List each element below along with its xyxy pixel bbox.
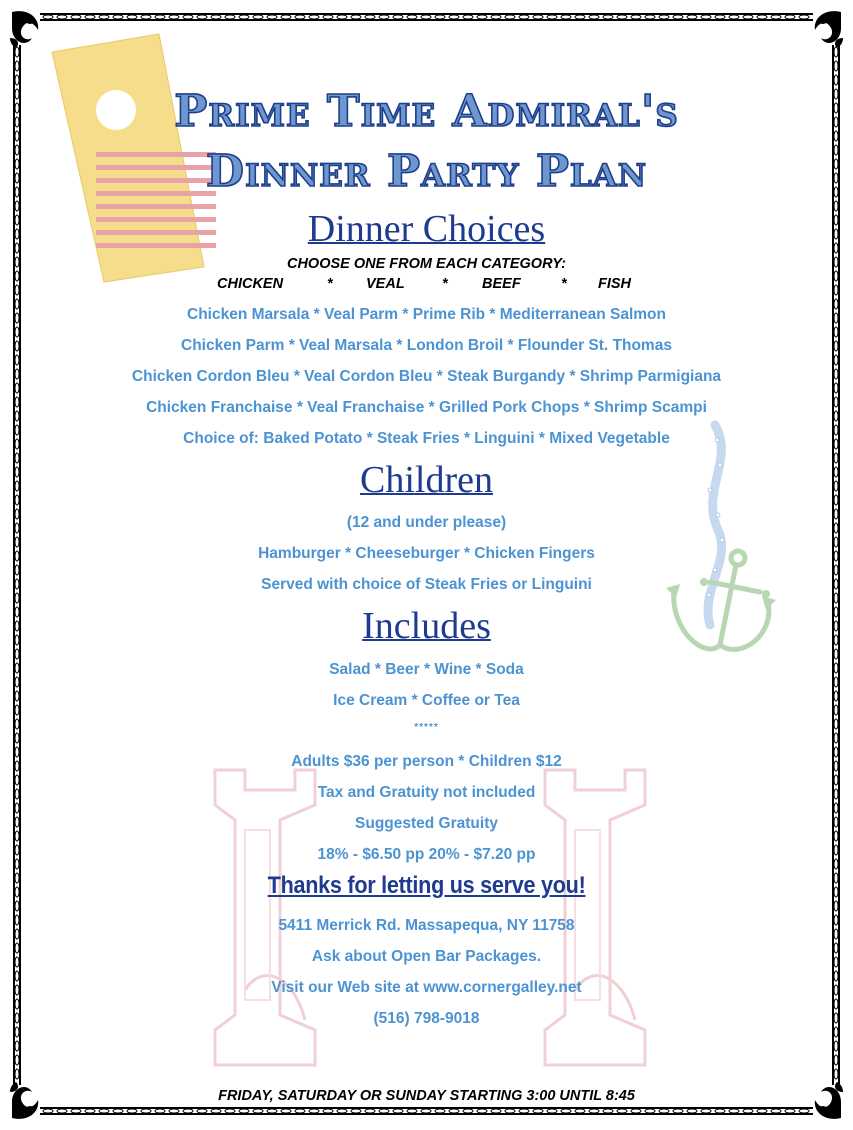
border-link [99,1109,109,1113]
category-row [0,276,853,296]
category-chicken: CHICKEN [217,276,284,292]
border-link [659,1109,669,1113]
border-link [281,1109,291,1113]
border-link [743,15,753,19]
border-link [71,1109,81,1113]
border-link [715,15,725,19]
border-link [15,1069,19,1079]
border-link [295,15,305,19]
border-link [435,1109,445,1113]
border-link [197,15,207,19]
thanks-message: Thanks for letting us serve you! [267,872,586,899]
category-separator: * [327,276,333,292]
border-link [547,1109,557,1113]
border-link [785,15,795,19]
border-link [127,15,137,19]
side-choice-row: Choice of: Baked Potato * Steak Fries * Linguini * Mixed Vegetable [183,430,670,447]
border-link [834,1055,838,1065]
border-link [834,733,838,743]
border-link [449,1109,459,1113]
page-title-line2: Dinner Party Plan [205,146,648,197]
border-link [323,15,333,19]
border-link [239,1109,249,1113]
border-link [701,15,711,19]
border-link [85,15,95,19]
border-link [645,1109,655,1113]
border-link [15,1055,19,1065]
border-link [617,1109,627,1113]
border-link [113,1109,123,1113]
border-link [407,1109,417,1113]
border-link [393,15,403,19]
border-link [463,1109,473,1113]
border-link [533,15,543,19]
border-link [834,355,838,365]
border-link [505,15,515,19]
border-link [834,565,838,575]
border-link [834,61,838,71]
border-link [15,355,19,365]
border-link [421,1109,431,1113]
border-link [337,1109,347,1113]
border-link [575,1109,585,1113]
border-link [15,61,19,71]
border-link [771,1109,781,1113]
border-link [421,15,431,19]
border-link [519,15,529,19]
border-link [617,15,627,19]
border-link [211,15,221,19]
page-title-line1: Prime Time Admiral's [174,86,679,137]
border-link [141,15,151,19]
border-link [57,15,67,19]
border-link [547,15,557,19]
border-link [834,1069,838,1079]
border-link [323,1109,333,1113]
includes-line: Ice Cream * Coffee or Tea [333,692,520,709]
dinner-row: Chicken Parm * Veal Marsala * London Broil * Flounder St. Thomas [181,337,672,354]
children-line: (12 and under please) [346,514,507,531]
dinner-row: Chicken Franchaise * Veal Franchaise * Grilled Pork Chops * Shrimp Scampi [146,399,707,416]
phone-number: (516) 798-9018 [373,1010,480,1027]
border-link [225,1109,235,1113]
border-link [99,15,109,19]
footer-hours: FRIDAY, SATURDAY OR SUNDAY STARTING 3:00 UNTIL 8:45 [218,1088,635,1104]
border-link [771,15,781,19]
border-link [561,1109,571,1113]
border-link [834,649,838,659]
pricing-line: Tax and Gratuity not included [317,784,536,801]
border-link [351,1109,361,1113]
border-link [183,15,193,19]
border-link [687,1109,697,1113]
border-link [715,1109,725,1113]
border-link [785,1109,795,1113]
border-link [435,15,445,19]
border-link [267,1109,277,1113]
border-link [449,15,459,19]
border-link [169,1109,179,1113]
border-link [225,15,235,19]
children-line: Served with choice of Steak Fries or Linguini [261,576,592,593]
address: 5411 Merrick Rd. Massapequa, NY 11758 [278,917,575,934]
border-link [365,1109,375,1113]
border-link [575,15,585,19]
border-link [127,1109,137,1113]
category-fish: FISH [598,276,632,292]
border-link [589,1109,599,1113]
border-link [673,15,683,19]
border-link [477,1109,487,1113]
border-link [659,15,669,19]
border-link [197,1109,207,1113]
children-line: Hamburger * Cheeseburger * Chicken Fingers [258,545,595,562]
border-link [169,15,179,19]
border-link [477,15,487,19]
border-link [71,15,81,19]
category-instruction: CHOOSE ONE FROM EACH CATEGORY: [286,256,566,272]
border-link [491,15,501,19]
open-bar-note: Ask about Open Bar Packages. [311,948,542,965]
border-link [15,733,19,743]
border-link [834,901,838,911]
children-heading: Children [360,459,493,501]
border-link [603,15,613,19]
border-link [631,15,641,19]
border-link [834,803,838,813]
border-link [561,15,571,19]
category-separator: * [442,276,448,292]
pricing-line: Suggested Gratuity [355,815,498,832]
border-link [267,15,277,19]
border-link [309,1109,319,1113]
border-link [211,1109,221,1113]
border-link [365,15,375,19]
border-link [337,15,347,19]
category-separator: * [561,276,567,292]
corner-flourish-icon [803,8,845,50]
border-link [253,15,263,19]
border-link [113,15,123,19]
border-link [15,901,19,911]
border-link [645,15,655,19]
border-link [155,1109,165,1113]
border-link [834,1041,838,1051]
border-link [673,1109,683,1113]
border-link [281,15,291,19]
border-link [491,1109,501,1113]
border-link [589,15,599,19]
border-link [407,15,417,19]
border-link [463,15,473,19]
gratuity-line: 18% - $6.50 pp 20% - $7.20 pp [317,846,536,863]
border-link [15,803,19,813]
border-link [505,1109,515,1113]
border-link [834,999,838,1009]
border-link [295,1109,305,1113]
border-link [757,1109,767,1113]
border-link [743,1109,753,1113]
category-beef: BEEF [482,276,521,292]
pricing-line: Adults $36 per person * Children $12 [291,753,562,770]
border-link [57,1109,67,1113]
border-link [15,1041,19,1051]
border-link [379,15,389,19]
border-link [687,15,697,19]
border-link [183,1109,193,1113]
border-link [351,15,361,19]
border-link [141,1109,151,1113]
border-link [253,1109,263,1113]
border-link [533,1109,543,1113]
border-link [15,649,19,659]
border-link [729,1109,739,1113]
stars-divider: ***** [414,722,439,733]
border-link [239,15,249,19]
includes-line: Salad * Beer * Wine * Soda [329,661,524,678]
website-line: Visit our Web site at www.cornergalley.net [271,979,582,996]
border-link [15,565,19,575]
border-link [631,1109,641,1113]
border-link [729,15,739,19]
category-veal: VEAL [366,276,405,292]
border-link [519,1109,529,1113]
dinner-row: Chicken Marsala * Veal Parm * Prime Rib * Mediterranean Salmon [187,306,666,323]
border-link [85,1109,95,1113]
border-link [379,1109,389,1113]
border-link [603,1109,613,1113]
dinner-choices-heading: Dinner Choices [307,208,546,250]
border-link [701,1109,711,1113]
border-link [15,999,19,1009]
dinner-row: Chicken Cordon Bleu * Veal Cordon Bleu * Steak Burgandy * Shrimp Parmigiana [131,368,722,385]
includes-heading: Includes [362,605,491,647]
border-link [757,15,767,19]
border-link [393,1109,403,1113]
border-link [155,15,165,19]
border-link [309,15,319,19]
